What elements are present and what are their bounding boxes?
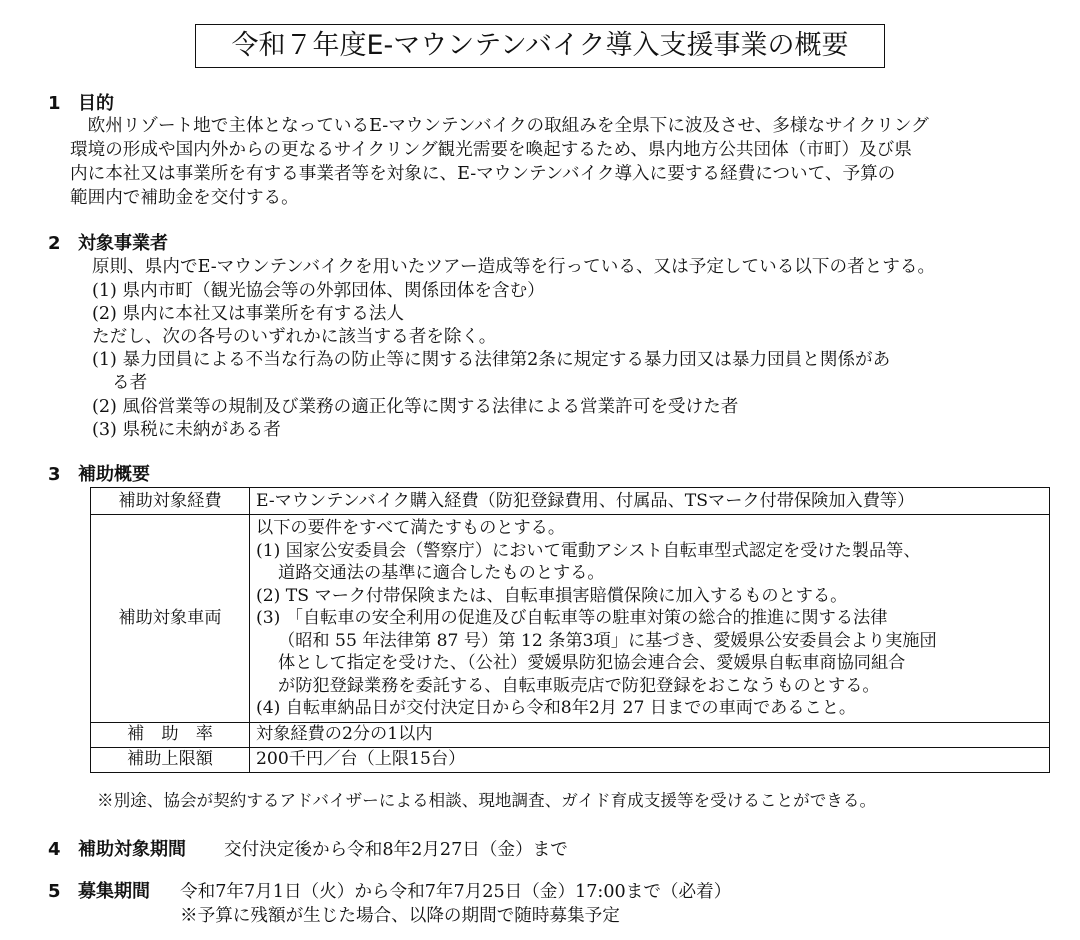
table-row	[91, 747, 1050, 772]
period-value: 交付決定後から令和8年2月27日（金）まで	[224, 840, 568, 860]
row-label: 補助対象車両	[91, 515, 250, 723]
section-title: 補助概要	[78, 464, 150, 485]
rate-value: 対象経費の2分の1以内	[256, 724, 433, 745]
section-recruit-heading	[48, 880, 150, 904]
section-number: 3	[48, 464, 61, 485]
row-label: 補 助 率	[91, 722, 250, 747]
vehicle-line: （昭和 55 年法律第 87 号）第 12 条第3項」に基づき、愛媛県公安委員会より実施団	[278, 630, 937, 651]
vehicle-line: 道路交通法の基準に適合したものとする。	[278, 563, 605, 583]
table-row	[91, 722, 1050, 747]
row-value	[250, 747, 1050, 772]
subsidy-table	[90, 487, 1050, 773]
section-number: 4	[48, 839, 61, 860]
limit-value: 200千円／台（上限15台）	[256, 749, 466, 770]
exclusion-item: (3) 県税に未納がある者	[92, 420, 281, 440]
row-label: 補助上限額	[91, 747, 250, 772]
recruit-note: ※予算に残額が生じた場合、以降の期間で随時募集予定	[180, 906, 620, 926]
exclusion-item: (2) 風俗営業等の規制及び業務の適正化等に関する法律による営業許可を受けた者	[92, 397, 739, 417]
section-purpose-heading	[48, 92, 114, 116]
vehicle-line: (4) 自転車納品日が交付決定日から令和8年2月 27 日までの車両であること。	[256, 698, 857, 718]
recruit-value: 令和7年7月1日（火）から令和7年7月25日（金）17:00まで（必着）	[180, 882, 732, 902]
exclusion-item-continued: る者	[112, 373, 148, 393]
row-value	[250, 722, 1050, 747]
row-label: 補助対象経費	[91, 488, 250, 515]
paragraph-line: 欧州リゾート地で主体となっているE-マウンテンバイクの取組みを全県下に波及させ、多様なサイクリング	[70, 116, 929, 136]
section-number: 2	[48, 233, 61, 254]
section-title: 補助対象期間	[78, 839, 186, 860]
row-value	[250, 515, 1050, 723]
section-subsidy-heading	[48, 463, 150, 487]
subsidy-note: ※別途、協会が契約するアドバイザーによる相談、現地調査、ガイド育成支援等を受けることができる。	[97, 791, 877, 810]
table-row	[91, 488, 1050, 515]
vehicle-line: 以下の要件をすべて満たすものとする。	[256, 518, 566, 538]
paragraph-line: 範囲内で補助金を交付する。	[70, 188, 299, 208]
section-purpose-body	[70, 114, 1045, 210]
exclusion-intro: ただし、次の各号のいずれかに該当する者を除く。	[92, 327, 497, 347]
section-number: 1	[48, 93, 61, 114]
exclusion-item: (1) 暴力団員による不当な行為の防止等に関する法律第2条に規定する暴力団又は暴力団員と関係があ	[92, 350, 891, 370]
eligible-item: (1) 県内市町（観光協会等の外郭団体、関係団体を含む）	[92, 281, 545, 301]
section-eligible-heading	[48, 232, 168, 256]
section-title: 目的	[78, 93, 114, 114]
paragraph-line: 環境の形成や国内外からの更なるサイクリング観光需要を喚起するため、県内地方公共団体（市町）及び県	[70, 140, 912, 160]
section-period-heading	[48, 838, 186, 862]
paragraph-line: 内に本社又は事業所を有する事業者等を対象に、E-マウンテンバイク導入に要する経費について、予算の	[70, 164, 896, 184]
table-row	[91, 515, 1050, 723]
row-value	[250, 488, 1050, 515]
eligible-intro: 原則、県内でE-マウンテンバイクを用いたツアー造成等を行っている、又は予定している以下の者とする。	[92, 257, 936, 277]
expense-value: E-マウンテンバイク購入経費（防犯登録費用、付属品、TSマーク付帯保険加入費等）	[256, 490, 915, 511]
vehicle-line: (1) 国家公安委員会（警察庁）において電動アシスト自転車型式認定を受けた製品等、	[256, 540, 921, 561]
section-title: 対象事業者	[78, 233, 168, 254]
section-number: 5	[48, 881, 61, 902]
eligible-item: (2) 県内に本社又は事業所を有する法人	[92, 304, 405, 324]
section-title: 募集期間	[78, 881, 150, 902]
vehicle-line: (2) TS マーク付帯保険または、自転車損害賠償保険に加入するものとする。	[256, 585, 848, 606]
vehicle-line: (3) 「自転車の安全利用の促進及び自転車等の駐車対策の総合的推進に関する法律	[256, 608, 888, 628]
page-title: 令和７年度E-マウンテンバイク導入支援事業の概要	[195, 24, 885, 68]
vehicle-line: 体として指定を受けた、（公社）愛媛県防犯協会連合会、愛媛県自転車商協同組合	[278, 653, 906, 673]
vehicle-line: が防犯登録業務を委託する、自転車販売店で防犯登録をおこなうものとする。	[278, 675, 880, 696]
